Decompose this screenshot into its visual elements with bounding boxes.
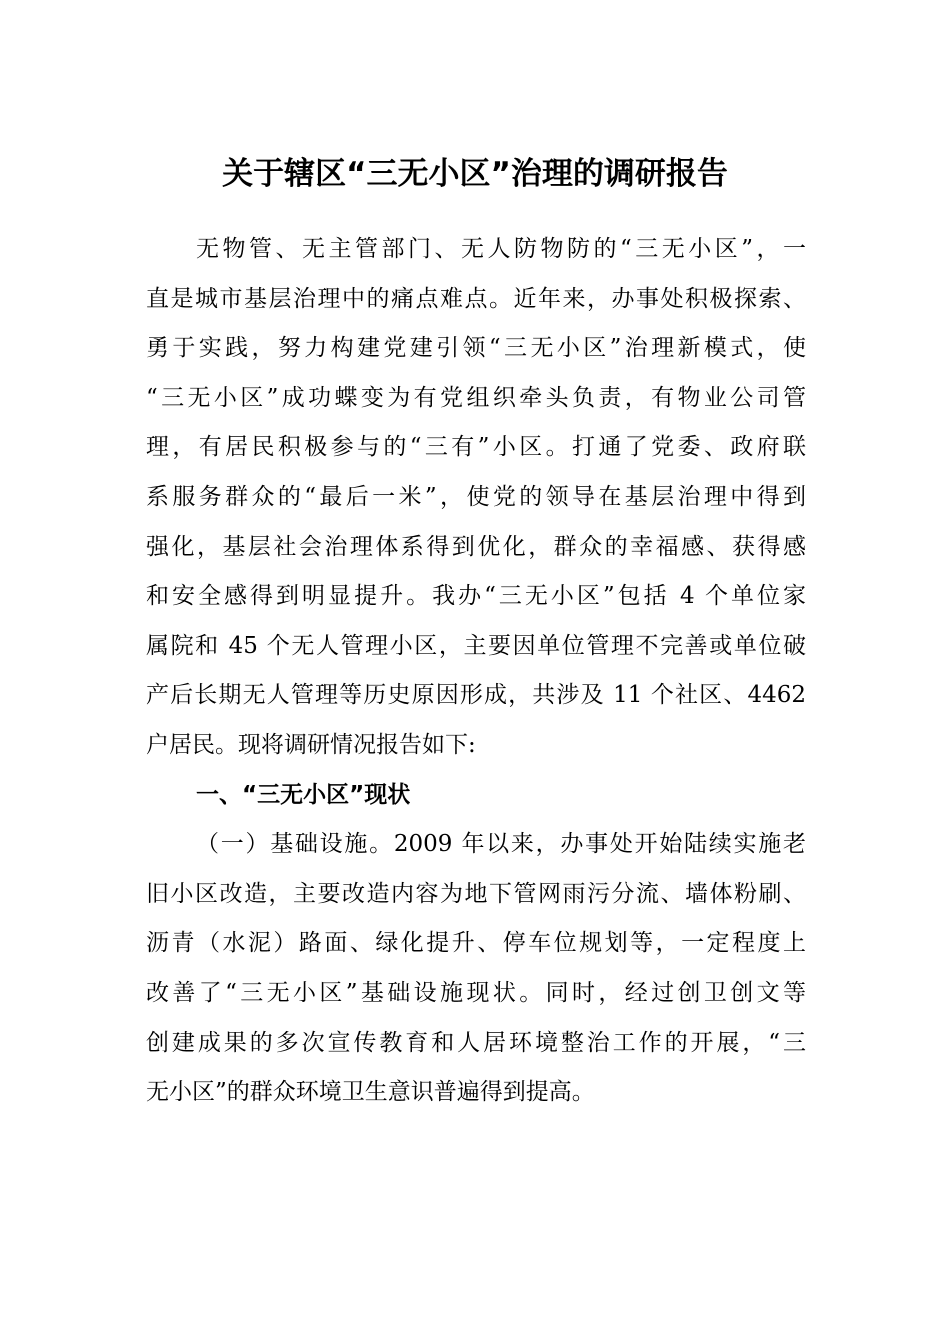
paragraph-line: 沥青（水泥）路面、绿化提升、停车位规划等，一定程度上 bbox=[146, 930, 806, 957]
paragraph-line: 产后长期无人管理等历史原因形成，共涉及 11 个社区、4462 bbox=[146, 682, 806, 709]
paragraph-line: 和安全感得到明显提升。我办“三无小区”包括 4 个单位家 bbox=[146, 583, 806, 610]
paragraph-line: 创建成果的多次宣传教育和人居环境整治工作的开展，“三 bbox=[146, 1029, 806, 1056]
paragraph-line: 无物管、无主管部门、无人防物防的“三无小区”，一 bbox=[196, 236, 806, 262]
document-title: 关于辖区“三无小区”治理的调研报告 bbox=[222, 156, 728, 192]
paragraph-line: （一）基础设施。2009 年以来，办事处开始陆续实施老 bbox=[196, 831, 806, 858]
paragraph-line: 强化，基层社会治理体系得到优化，群众的幸福感、获得感 bbox=[146, 533, 806, 560]
paragraph-line: 直是城市基层治理中的痛点难点。近年来，办事处积极探索、 bbox=[146, 285, 806, 312]
paragraph-line: 系服务群众的“最后一米”，使党的领导在基层治理中得到 bbox=[146, 483, 806, 510]
paragraph-line: 改善了“三无小区”基础设施现状。同时，经过创卫创文等 bbox=[146, 979, 806, 1006]
section-heading: 一、“三无小区”现状 bbox=[196, 781, 411, 808]
paragraph-line: 旧小区改造，主要改造内容为地下管网雨污分流、墙体粉刷、 bbox=[146, 880, 806, 907]
paragraph-line: 属院和 45 个无人管理小区，主要因单位管理不完善或单位破 bbox=[146, 632, 806, 659]
paragraph-line: 户居民。现将调研情况报告如下: bbox=[146, 731, 476, 758]
paragraph-line: 理，有居民积极参与的“三有”小区。打通了党委、政府联 bbox=[146, 434, 806, 461]
paragraph-line: 勇于实践，努力构建党建引领“三无小区”治理新模式，使 bbox=[146, 335, 806, 362]
document-body bbox=[146, 225, 806, 1118]
paragraph-line: “三无小区”成功蝶变为有党组织牵头负责，有物业公司管 bbox=[146, 384, 806, 411]
paragraph-line: 无小区”的群众环境卫生意识普遍得到提高。 bbox=[146, 1079, 595, 1106]
